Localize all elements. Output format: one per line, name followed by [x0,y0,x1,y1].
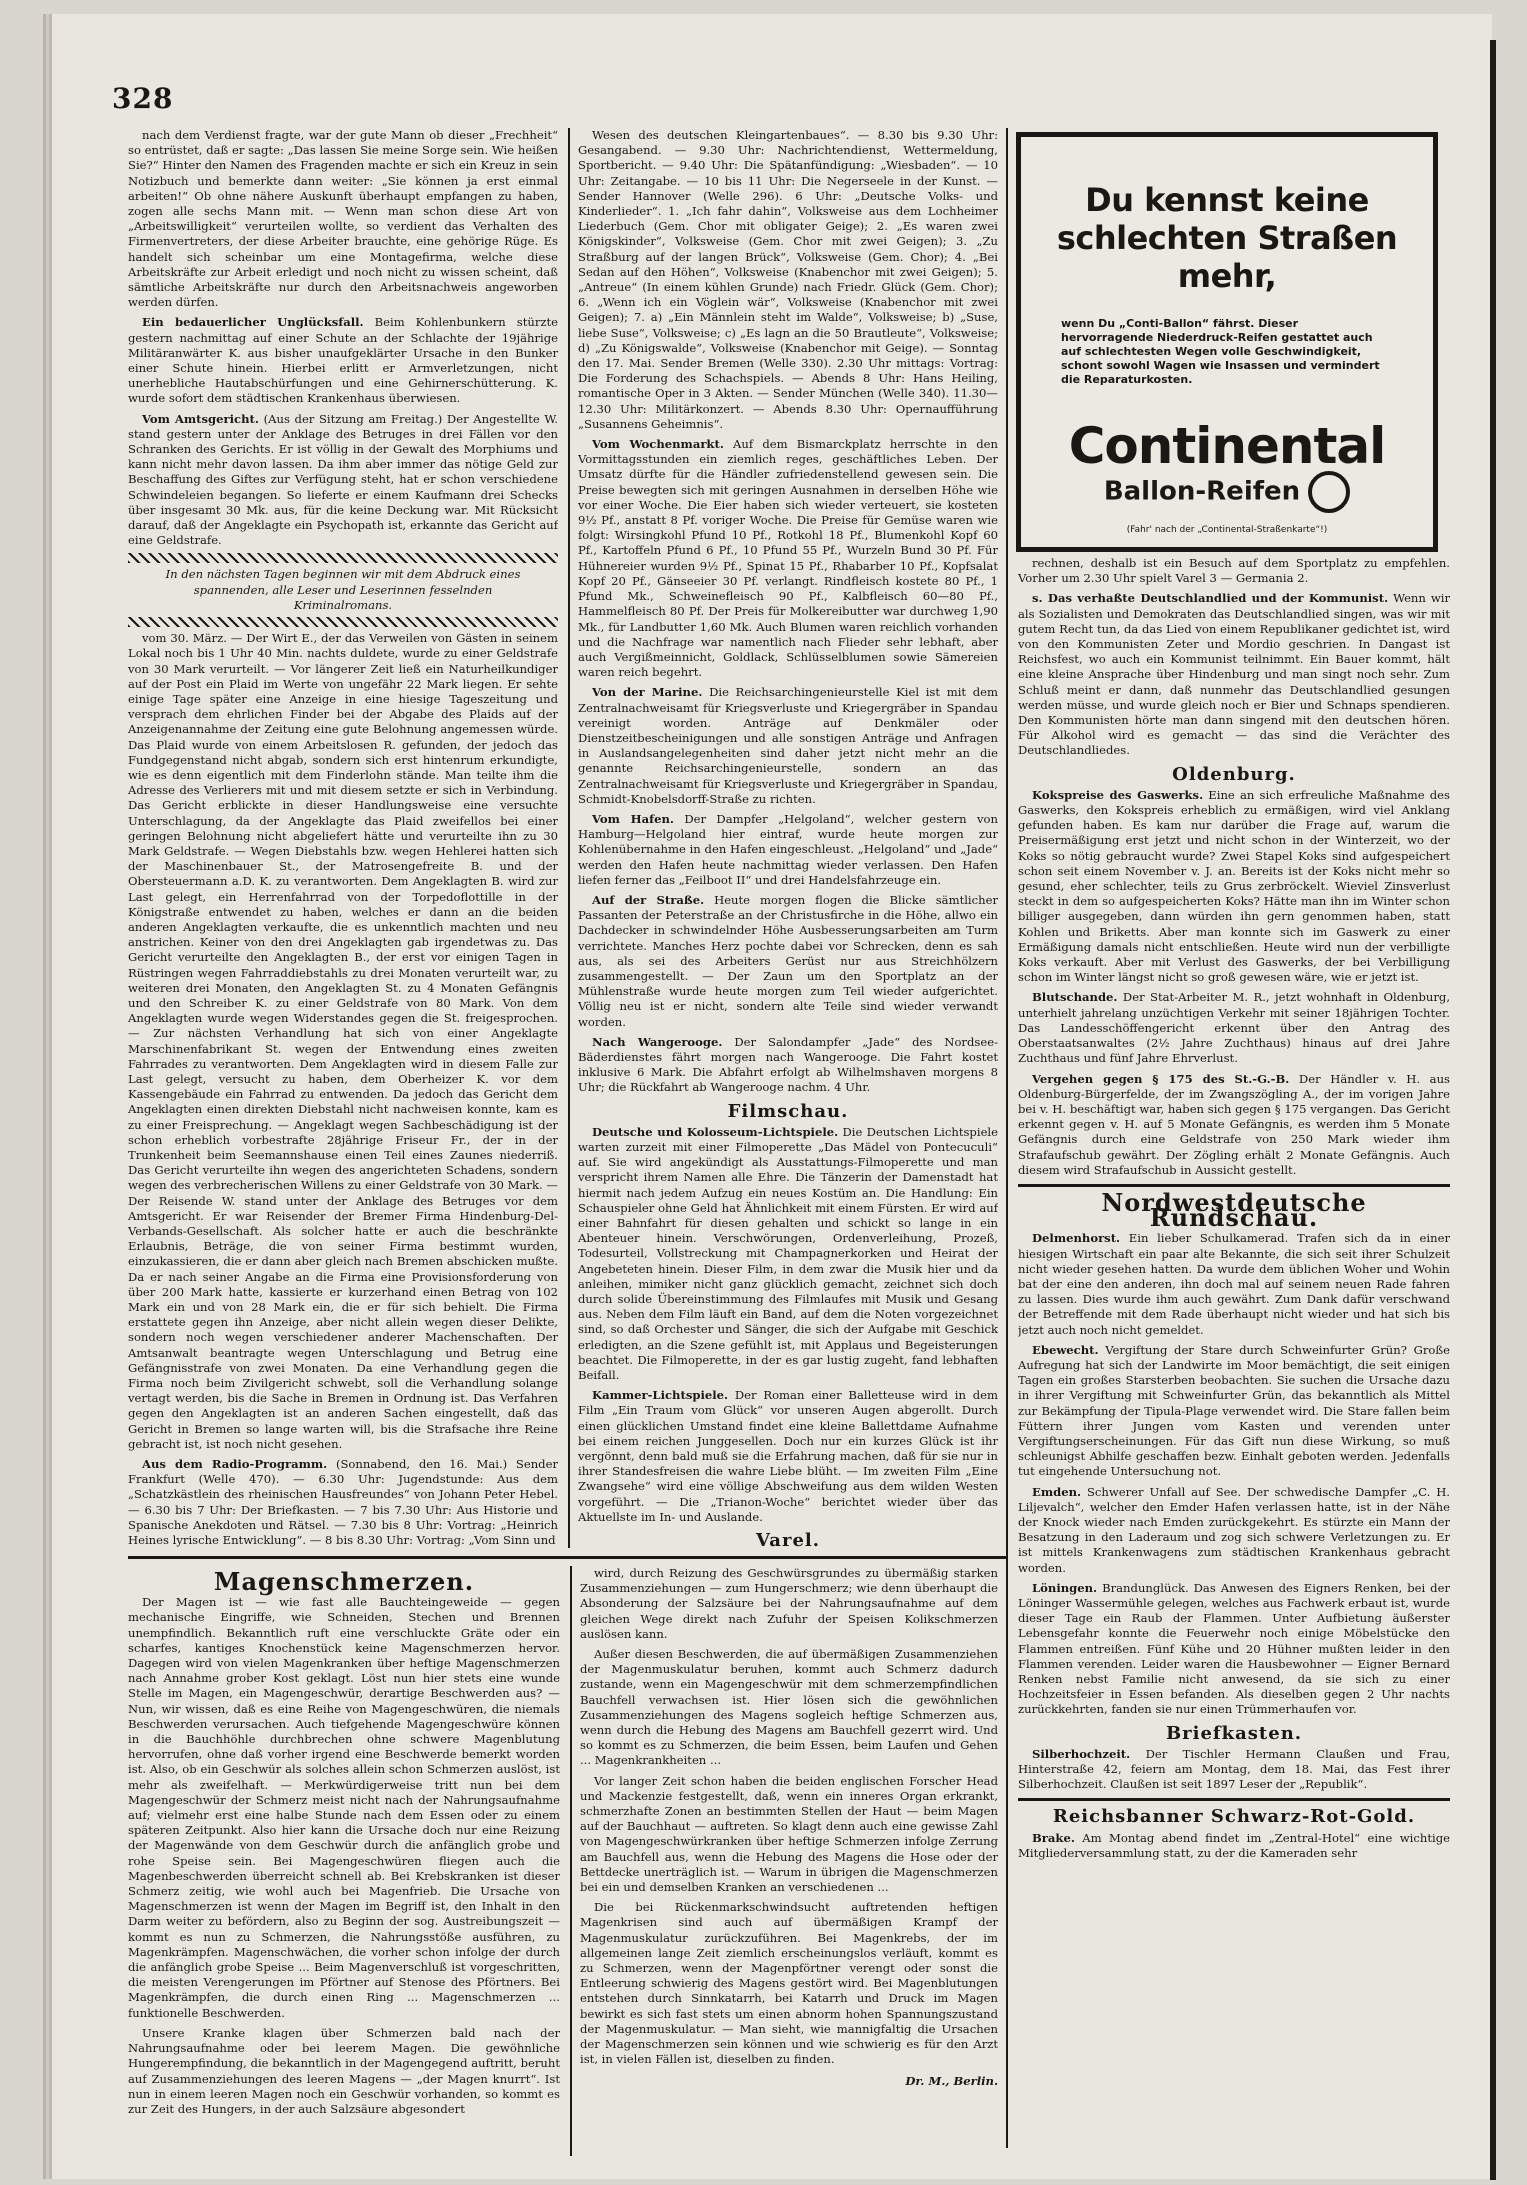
section-heading-reichsbanner: Reichsbanner Schwarz-Rot-Gold. [1052,1806,1416,1828]
article-kicker: Auf der Straße. [592,892,705,907]
article-kicker: Deutsche und Kolosseum-Lichtspiele. [592,1124,839,1139]
oldenburg-articles [1018,788,1450,1178]
divider [1018,1184,1450,1187]
article-paragraph [128,631,558,1452]
column-rule [570,1566,572,2156]
article-kicker: Vom Hafen. [592,811,674,826]
article-text: Der Roman einer Balletteuse wird in dem Film „Ein Traum vom Glück“ vor unseren Augen abgerollt. Durch einen glücklichen Umstand findet eine kleine Ballettdame Aufnahme bei einem reichen Junggesellen. Doch nur ein kurzes Glück ist ihr vergönnt, denn bald muß sie die Erfahrung machen, daß für sie nur in ihrer Standesfreisen die wahre Liebe blüht. — Im zweiten Film „Eine Zwangsehe“ wird eine völlige Abschweifung aus dem wilden Westen vorgeführt. — Die „Trianon-Woche“ berichtet wieder über das Aktuellste im In- und Auslande. [578,1388,998,1524]
section-heading-varel: Varel. [755,1530,821,1548]
article-paragraph: Vor langer Zeit schon haben die beiden englischen Forscher Head und Mackenzie festgestellt, daß, wenn ein inneres Organ erkrankt, schmerzhafte Zonen an bestimmten Stellen der Haut — beim Magen auf der Bauchhaut — auftreten. So klagt denn auch eine gewisse Zahl von Magengeschwürkranken über heftige Schmerzen infolge Zerrung am Bauchfell aus, wenn die Hebung des Magens die Hose oder der Bettdecke unerträglich ist. — Warum in übrigen die Magenschmerzen bei ein und demselben Kranken an verschiedenen ... [580,1773,998,1895]
binding-edge [1490,40,1496,2180]
column-3 [1018,556,1450,2156]
ad-body: wenn Du „Conti-Ballon“ fährst. Dieser hervorragende Niederdruck-Reifen gestattet auch auf schlechtesten Wegen volle Geschwindigkeit, schont sowohl Wagen wie Insassen und vermindert die Reparaturkosten. [1061,317,1380,386]
article-paragraph [1018,1581,1450,1718]
serial-notice: In den nächsten Tagen beginnen wir mit dem Abdruck eines spannenden, alle Leser und Leserinnen fesselnden Kriminalromans. [165,567,521,612]
article-title-magenschmerzen: Magenschmerzen. [213,1567,475,1596]
ad-product-name: Ballon-Reifen [1103,476,1301,507]
article-paragraph [578,437,998,680]
article-paragraph [1018,1343,1450,1480]
divider [1018,1798,1450,1801]
article-paragraph [1018,990,1450,1066]
column-1 [128,128,558,1548]
column-rule [568,128,570,1548]
article-text: Die Reichsarchingenieurstelle Kiel ist mit dem Zentralnachweisamt für Kriegsverluste und Kriegergräber in Spandau vereinigt worden. Anträge auf Denkmäler oder Dienstzeitbescheinigungen und alle sonstigen Anträge und Anfragen in Auslandsangelegenheiten sind daher jetzt nicht mehr an die genannte Reichsarchingenieurstelle, sondern an das Zentralnachweisamt für Kriegsverluste und Kriegergräber in Spandau, Schmidt-Knobelsdorff-Straße zu richten. [578,685,998,806]
article-paragraph [128,128,558,310]
article-kicker: Delmenhorst. [1032,1231,1121,1246]
article-text: Die Deutschen Lichtspiele warten zurzeit mit einer Filmoperette „Das Mädel von Pontecuculi“ auf. Sie wird angekündigt als Ausstattungs-Filmoperette und man verspricht ihrem Namen alle Ehre. Die Tänzerin der Damenstadt hat hiermit nach jedem Aufzug ein neues Kostüm an. Die Handlung: Ein Schauspieler ohne Geld hat Ähnlichkeit mit einem Fürsten. Er wird auf einer Bahnfahrt für diesen gehalten und schickt so lange in ein Abenteuer hinein. Verschwörungen, Ordenverleihung, Prozeß, Todesurteil, Vollstreckung mit Champagnerkorken und Heirat der Angebeteten hinein. Dieser Film, in dem zwar die Musik hier und da anleihen, mimiker nicht ganz glücklich gemacht, zeichnet sich doch durch solide Übereinstimmung des Filmlaufes mit Musik und Gesang aus. Neben dem Film läuft ein Band, auf dem die Noten vorgezeichnet sind, so daß Orchester und Sänger, die sich der Aufgabe mit Geschick erledigten, an die Szene gefühlt ist, mit Applaus und Begeisterungen beachtet. Die Filmoperette, in der es gar lustig zugeht, fand lebhaften Beifall. [578,1124,998,1383]
article-kicker: Ein bedauerlicher Unglücksfall. [142,315,364,330]
article-kicker: Vom Amtsgericht. [142,411,259,426]
article-kicker: Kammer-Lichtspiele. [592,1388,729,1403]
filmschau-articles [578,1125,998,1525]
article-paragraph [578,128,998,432]
section-heading-filmschau: Filmschau. [727,1100,849,1122]
article-kicker: Nach Wangerooge. [592,1034,723,1049]
column-1-articles-lower [128,631,558,1548]
article-paragraph [578,1125,998,1383]
briefkasten-articles [1018,1747,1450,1793]
column-1-articles [128,128,558,548]
section-heading-oldenburg: Oldenburg. [1172,763,1296,785]
section-heading-rundschau: Nordwestdeutsche Rundschau. [1101,1187,1367,1233]
ornament-rule [128,553,558,563]
article-text: Ein lieber Schulkamerad. Trafen sich da in einer hiesigen Wirtschaft ein paar alte Bekannte, die sich seit ihrer Schulzeit nicht wieder gesehen hatten. Da wurde dem üblichen Woher und Wohin bat der eine den anderen, ihn doch mal auf seinem neuen Rade fahren zu lassen. Dies wurde ihm auch gewährt. Zum Dank dafür verschwand der Betreffende mit dem Rade überhaupt nicht wieder und hat sich bis jetzt auch noch nicht gemeldet. [1018,1231,1450,1337]
article-text: Der Stat-Arbeiter M. R., jetzt wohnhaft in Oldenburg, unterhielt jahrelang unzüchtigen Verkehr mit seiner 18jährigen Tochter. Das Landesschöffengericht erkennt über den Antrag des Oberstaatsanwaltes (2½ Jahre Zuchthaus) hinaus auf drei Jahre Zuchthaus und fünf Jahre Ehrverlust. [1018,990,1450,1066]
magen-article-left [128,1566,560,2156]
article-kicker: Silberhochzeit. [1032,1746,1131,1761]
article-paragraph [1018,1747,1450,1793]
article-text: Der Salondampfer „Jade“ des Nordsee-Bäderdienstes fährt morgen nach Wangerooge. Die Fahrt kostet inklusive 6 Mark. Die Abfahrt erfolgt ab Wilhelmshaven morgens 8 Uhr; die Rückfahrt ab Wangerooge nachm. 4 Uhr. [578,1034,998,1095]
article-paragraph [578,685,998,807]
article-paragraph [578,1388,998,1525]
article-author: Dr. M., Berlin. [905,2073,998,2088]
article-text: Schwerer Unfall auf See. Der schwedische Dampfer „C. H. Liljevalch“, welcher den Emder Hafen verlassen hatte, ist in der Nähe der Knock wieder nach Emden zurückgekehrt. Es stürzte ein Mann der Besatzung in den Laderaum und zog sich schwere Verletzungen zu. Er ist mittels Krankenwagens zum städtischen Krankenhaus gebracht worden. [1018,1484,1450,1575]
ad-footer: (Fahr' nach der „Continental-Straßenkarte“!) [1126,525,1328,535]
article-paragraph: Unsere Kranke klagen über Schmerzen bald nach der Nahrungsaufnahme oder bei leerem Magen. Die gewöhnliche Hungerempfindung, die bekanntlich in der Magengegend auftritt, beruht auf Zusammenziehungen des leeren Magens — „der Magen knurrt“. Ist nun in einem leeren Magen noch ein Geschwür vorhanden, so kommt es zur Zeit des Hungers, in der auch Salzsäure abgesondert [128,2025,560,2116]
article-text: Eine an sich erfreuliche Maßnahme des Gaswerks, den Kokspreis erheblich zu ermäßigen, wird viel Anklang gefunden haben. Es kam nur darüber die Frage auf, warum die Preisermäßigung erst jetzt und nicht schon in der Winterzeit, wo der Koks so nötig gebraucht wurde? Zwei Stapel Koks sind aufgespeichert schon seit einem November v. J. an. Bereits ist der Koks nicht mehr so gesund, eher schlechter, teils zu Grus zerbröckelt. Wieviel Zinsverlust steckt in dem so aufgespeicherten Koks? Hätte man ihn im Winter schon billiger ausgegeben, dann würden ihn gern genommen haben, statt Kohlen und Briketts. Aber man konnte sich im Gaswerk zu einer Ermäßigung damals nicht entschließen. Heute wird nun der verbilligte Koks verkauft. Aber mit Verlust des Gaswerks, der bei Verbilligung schon im Winter längst nicht so groß gewesen wäre, wie er jetzt ist. [1018,787,1450,985]
page-number: 328 [112,82,174,115]
article-text: nach dem Verdienst fragte, war der gute Mann ob dieser „Frechheit“ so entrüstet, daß er sagte: „Das lassen Sie meine Sorge sein. Wie heißen Sie?“ Hinter den Namen des Fragenden machte er sich ein Kreuz in sein Notizbuch und bemerkte dann weiter: „Sie können ja erst einmal arbeiten!“ Ob ohne nähere Auskunft überhaupt empfangen zu haben, zogen alle sechs Mann mit. — Wenn man schon diese Art von „Arbeitswilligkeit“ verurteilen wollte, so verdient das Verhalten des Firmenvertreters, der diese Arbeiter brauchte, eine gehörige Rüge. Es handelt sich scheinbar um eine Montagefirma, welche diese Arbeitskräfte zur Arbeit erledigt und noch nicht zu wissen scheint, daß sämtliche Arbeitskräfte nur durch den Arbeitsnachweis angeworben werden dürfen. [128,128,558,310]
article-text: (Sonnabend, den 16. Mai.) Sender Frankfurt (Welle 470). — 6.30 Uhr: Jugendstunde: Aus dem „Schatzkästlein des rheinischen Hausfreundes“ von Johann Peter Hebel. — 6.30 bis 7 Uhr: Der Briefkasten. — 7 bis 7.30 Uhr: Aus Historie und Spanische Anekdoten und Rätsel. — 7.30 bis 8 Uhr: Vortrag: „Heinrich Heines lyrische Entwicklung“. — 8 bis 8.30 Uhr: Vortrag: „Vom Sinn und [128,1457,558,1548]
article-kicker: Ebewecht. [1032,1342,1099,1357]
article-paragraph [578,1035,998,1096]
article-paragraph [1018,1831,1450,1861]
ad-brand-logo: Continental [1068,417,1386,475]
article-kicker: Vom Wochenmarkt. [592,437,724,452]
article-kicker: s. Das verhaßte Deutschlandlied und der Kommunist. [1032,591,1389,606]
section-rule [128,1556,1006,1559]
ornament-rule [128,617,558,627]
column-3-articles [1018,556,1450,759]
article-kicker: Brake. [1032,1830,1075,1845]
tire-logo-icon [1308,471,1350,513]
column-2 [578,128,998,1548]
article-kicker: Aus dem Radio-Programm. [142,1457,328,1472]
rundschau-articles [1018,1231,1450,1717]
article-text: Wenn wir als Sozialisten und Demokraten das Deutschlandlied singen, was wir mit gutem Recht tun, da das Lied von einem Republikaner gedichtet ist, wird von den Kommunisten Zeter und Mordio geschrien. In Dangast ist Reichsfest, wo auch ein Kommunist teilnimmt. Ein Bauer kommt, hält eine kleine Ansprache über Hindenburg und man singt noch sehr. Zum Schluß meint er dann, daß nunmehr das Deutschlandlied gesungen werden müsse, und wurde gleich noch er Bier und Schnaps spendieren. Den Kommunisten hörte man dann singend mit den deutschen hören. Für Alkohol wird es gemacht — das sind die Verächter des Deutschlandliedes. [1018,591,1450,758]
article-paragraph [1018,556,1450,586]
article-text: Beim Kohlenbunkern stürzte gestern nachmittag auf einer Schute an der Schlachte der 19jährige Militäranwärter K. aus bisher unaufgeklärter Ursache in den Bunker einer Schute hinein. Hierbei erlitt er Armverletzungen, nicht unerhebliche Hautabschürfungen und eine Gehirnerschütterung. K. wurde sofort dem städtischen Krankenhaus überwiesen. [128,315,558,406]
article-paragraph: Der Magen ist — wie fast alle Bauchteingeweide — gegen mechanische Eingriffe, wie Schneiden, Stechen und Brennen unempfindlich. Bekanntlich ruft eine verschluckte Gräte oder ein scharfes, kantiges Knochenstück keine Magenschmerzen hervor. Dagegen wird von vielen Magenkranken über heftige Magenschmerzen nach Annahme grober Kost geklagt. Löst nun hier stets eine wunde Stelle im Magen, ein Magengeschwür, derartige Beschwerden aus? — Nun, wir wissen, daß es eine Reihe von Magengeschwüren, die niemals Beschwerden verursachen. Auch tiefgehende Magengeschwüre können in die Bauchhöhle durchbrechen ohne schwere Magenblutung hervorrufen, ohne daß vorher irgend eine Beschwerde bemerkt worden ist. Also, ob ein Geschwür als solches allein schon Schmerzen auslöst, ist mehr als zweifelhaft. — Merkwürdigerweise tritt nun bei dem Magengeschwür der Schmerz meist nicht nach der Nahrungsaufnahme auf; vielmehr erst eine halbe Stunde nach dem Essen oder zu einem späteren Zeitpunkt. Also hier kann die Ursache doch nur eine Reizung der Magenwände von dem Geschwür durch die anfänglich grobe und rohe Speise sein. Bei Magengeschwüren fliegen auch die Magenbeschwerden überreicht schnell ab. Bei Krebskranken ist dieser Schmerz zeitig, wie wohl auch bei Magenfrieb. Die Ursache von Magenschmerzen ist wenn der Magen im Begriff ist, den Inhalt in den Darm weiter zu befördern, also zu Beginn der sog. Austreibungszeit — kommt es nun zu Schmerzen, die Nahrungsstöße ausführen, zu Magenkrämpfen. Magenschwächen, die vorher schon infolge der durch die anfänglich grobe Speise ... Beim Magenverschluß ist vorgeschritten, die meisten Verengerungen im Pförtner auf Stenose des Pförtners. Bei Magenkrämpfen, die durch einen Ring ... Magenschmerzen ... funktionelle Beschwerden. [128,1595,560,2020]
article-text: Wesen des deutschen Kleingartenbaues“. — 8.30 bis 9.30 Uhr: Gesangabend. — 9.30 Uhr: Nachrichtendienst, Wettermeldung, Sportbericht. — 9.40 Uhr: Die Spätanfündigung: „Wiesbaden“. — 10 Uhr: Zeitangabe. — 10 bis 11 Uhr: Die Negerseele in der Kunst. — Sender Hannover (Welle 296). 6 Uhr: „Deutsche Volks- und Kinderlieder“. 1. „Ich fahr dahin“, Volksweise aus dem Lochheimer Liederbuch (Gem. Chor mit obligater Geige); 2. „Es waren zwei Königskinder“, Volksweise (Gem. Chor mit zwei Geigen); 3. „Zu Straßburg auf der langen Brück“, Volksweise (Gem. Chor); 4. „Bei Sedan auf den Höhen“, Volksweise (Knabenchor mit zwei Geigen); 5. „Antreue“ (In einem kühlen Grunde) nach Friedr. Glück (Gem. Chor); 6. „Wenn ich ein Vöglein wär“, Volksweise (Knabenchor mit zwei Geigen); 7. a) „Ein Männlein steht im Walde“, Volksweise; b) „Suse, liebe Suse“, Volksweise; c) „Es lagn an die 50 Brautleute“, Volksweise; d) „Zu Königswalde“, Volksweise (Knabenchor mit Geige). — Sonntag den 17. Mai. Sender Bremen (Welle 330). 2.30 Uhr mittags: Vortrag: Die Forderung des Schachspiels. — Abends 8 Uhr: Hans Heiling, romantische Oper in 3 Akten. — Sender München (Welle 340). 11.30—12.30 Uhr: Militärkonzert. — Abends 8.30 Uhr: Opernaufführung „Susannens Geheimnis“. [578,128,998,431]
article-text: (Aus der Sitzung am Freitag.) Der Angestellte W. stand gestern unter der Anklage des Betruges in drei Fällen vor den Schranken des Gerichts. Er ist völlig in der Gewalt des Morphiums und kann nicht mehr davon lassen. Da ihm aber immer das nötige Geld zur Beschaffung des Giftes zur Verfügung steht, hat er schon verschiedene Schwindeleien begangen. So lieferte er einem Kaufmann drei Schecks über insgesamt 30 Mk. aus, für die keine Deckung war. Mit Rücksicht darauf, daß der Angeklagte ein Psychopath ist, erkannte das Gericht auf eine Geldstrafe. [128,411,558,548]
article-text: Der Tischler Hermann Claußen und Frau, Hinterstraße 42, feiern am Montag, dem 18. Mai, das Fest ihrer Silberhochzeit. Claußen ist seit 1897 Leser der „Republik“. [1018,1746,1450,1792]
article-paragraph: Außer diesen Beschwerden, die auf übermäßigen Zusammenziehen der Magenmuskulatur beruhen, kommt auch Schmerz dadurch zustande, wenn ein Magengeschwür mit dem schmerzempfindlichen Bauchfell verwachsen ist. Hier lösen sich die gewöhnlichen Zusammenziehungen des Magens sogleich heftige Schmerzen aus, wenn durch die Hebung des Magens am Bauchfell gezerrt wird. Und so kommt es zu Schmerzen, die beim Essen, beim Laufen und Gehen ... Magenkrankheiten ... [580,1647,998,1768]
article-text: Vergiftung der Stare durch Schweinfurter Grün? Große Aufregung hat sich der Landwirte im Moor bemächtigt, die seit einigen Tagen ein großes Starsterben beobachten. Sie suchen die Ursache dazu in ihrer Vergiftung mit Schweinfurter Grün, das bekanntlich als Mittel zur Bekämpfung der Tipula-Plage verwendet wird. Die Stare fallen beim Füttern ihrer Jungen vom Kasten und verenden unter Vergiftungserscheinungen. Für das Gift nun diese Wirkung, so muß schleunigst Abhilfe geschaffen bezw. Einhalt geboten werden. Jedenfalls tut eingehende Untersuchung not. [1018,1342,1450,1479]
article-paragraph [578,893,998,1030]
reichsbanner-articles [1018,1831,1450,1861]
article-kicker: Von der Marine. [592,685,703,700]
article-text: Der Dampfer „Helgoland“, welcher gestern von Hamburg—Helgoland hier eintraf, wurde heute morgen zur Kohlenübernahme in den Hafen eingeschleust. „Helgoland“ und „Jade“ werden den Hafen heute nachmittag wieder verlassen. Den Hafen liefen ferner das „Feilboot II“ und drei Handelsfahrzeuge ein. [578,811,998,887]
article-paragraph [128,315,558,406]
article-paragraph [1018,591,1450,758]
article-paragraph [128,1457,558,1548]
article-paragraph [1018,1072,1450,1178]
article-text: Brandunglück. Das Anwesen des Eigners Renken, bei der Löninger Wassermühle gelegen, welches aus Fachwerk erbaut ist, wurde dieser Tage ein Raub der Flammen. Unter Aufbietung äußerster Lebensgefahr konnte die Feuerwehr noch einige Möbelstücke den Flammen entreißen. Fünf Kühe und 20 Hühner mußten leider in den Flammen verenden. Leider waren die Hausbewohner — Eigner Bernard Renken nebst Familie nicht anwesend, da sie sich zu einer Hochzeitsfeier in Essen befanden. Als dieselben gegen 2 Uhr nachts zurückkehrten, fanden sie nur einen Trümmerhaufen vor. [1018,1580,1450,1717]
article-paragraph [128,412,558,549]
article-kicker: Blutschande. [1032,990,1118,1005]
ad-product [1021,471,1433,513]
section-heading-briefkasten: Briefkasten. [1165,1722,1303,1744]
article-text: Am Montag abend findet im „Zentral-Hotel“ eine wichtige Mitgliederversammlung statt, zu der die Kameraden sehr [1018,1830,1450,1860]
article-kicker: Vergehen gegen § 175 des St.-G.-B. [1032,1071,1290,1086]
article-text: rechnen, deshalb ist ein Besuch auf dem Sportplatz zu empfehlen. Vorher um 2.30 Uhr spielt Varel 3 — Germania 2. [1018,556,1450,586]
article-kicker: Löningen. [1032,1580,1098,1595]
article-paragraph [578,812,998,888]
article-text: vom 30. März. — Der Wirt E., der das Verweilen von Gästen in seinem Lokal noch bis 1 Uhr 40 Min. nachts duldete, wurde zu einer Geldstrafe von 30 Mark verurteilt. — Vor längerer Zeit ließ ein Naturheilkundiger auf der Post ein Plaid im Werte von ungefähr 22 Mark liegen. Er sehte einige Tage später eine Anzeige in eine hiesige Tageszeitung und versprach dem ehrlichen Finder bei der Abgabe des Plaids auf der Anzeigenannahme der Zeitung eine gute Belohnung angemessen würde. Das Plaid wurde von einem Arbeitslosen R. gefunden, der jedoch das Fundgegenstand nicht abgab, sondern sich erst hintenrum erkundigte, wie es denn eigentlich mit dem Finderlohn stände. Man teilte ihm die Adresse des Verlierers mit und mit diesem setzte er sich in Verbindung. Das Gericht erblickte in dieser Handlungsweise eine versuchte Unterschlagung, da der Angeklagte das Plaid zweifellos bei einer geringen Belohnung nicht abgeliefert hätte und verurteilte ihn zu 30 Mark Geldstrafe. — Wegen Diebstahls bzw. wegen Hehlerei hatten sich der Maschinenbauer St., der Matrosengefreite B. und der Obersteuermann a.D. K. zu verantworten. Dem Angeklagten B. wird zur Last gelegt, ein Herrenfahrrad von der Torpedoflottille in der Königstraße entwendet zu haben, welches er dann an die beiden anderen Angeklagten verkaufte, die es unkenntlich machten und neu anstrichen. Keiner von den drei Angeklagten gab irgendetwas zu. Das Gericht verurteilte den Angeklagten B., der erst vor einigen Tagen in Rüstringen wegen Fahrraddiebstahls zu drei Monaten verurteilt war, zu weiteren drei Monaten, den Angeklagten St. zu 4 Monaten Gefängnis und den Schreiber K. zu einer Geldstrafe von 80 Mark. Von dem Angeklagten wurde wegen Widerstandes gegen die St. freigesprochen. — Zur nächsten Verhandlung hat sich von einer Angeklagte Marschinenfabrikant St. wegen der Entwendung eines zweiten Fahrrades zu verantworten. Dem Angeklagten wird in diesem Falle zur Last gelegt, versucht zu haben, dem Oberheizer K. vor dem Kassengebäude ein Fahrrad zu entwenden. Da jedoch das Gericht dem Angeklagten einen direkten Diebstahl nicht nachweisen konnte, kam es zu einer Freisprechung. — Angeklagt wegen Sachbeschädigung ist der schon erheblich vorbestrafte 28jährige Friseur Fr., der in der Trunkenheit beim Seemannshause einen Teil eines Zaunes niederriß. Das Gericht verurteilte ihn wegen des angerichteten Schadens, sondern wegen des verbrecherischen Willens zu einer Geldstrafe von 30 Mark. — Der Reisende W. stand unter der Anklage des Betruges vor dem Amtsgericht. Er war Reisender der Bremer Firma Hindenburg-Del-Verbands-Gesellschaft. Als solcher hatte er auch die beschränkte Erlaubnis, Beträge, die von seiner Firma bestimmt wurden, einzukassieren, die er dann aber gleich nach Bremen abschicken mußte. Da er nach seiner Angabe an die Firma eine Provisionsforderung von über 200 Mark hatte, kassierte er kurzerhand einen Betrag von 102 Mark ein und von 28 Mark ein, die er für sich behielt. Die Firma erstattete gegen ihn Anzeige, aber nicht allein wegen dieser Delikte, sondern noch wegen verschiedener anderer Machenschaften. Der Amtsanwalt beantragte wegen Unterschlagung und Betrug eine Gefängnisstrafe von zwei Monaten. Da eine Verhandlung gegen die Firma noch beim Zivilgericht schwebt, soll die Verhandlung solange vertagt werden, bis die Sache in Bremen in Ordnung ist. Das Verfahren gegen den Angeklagten ist an anderen Sachen eingestellt, daß das Gericht in Bremen so lange warten will, bis die Strafsache ihre Reine gebracht ist, ist noch nicht gesehen. [128,631,558,1451]
article-paragraph: Die bei Rückenmarkschwindsucht auftretenden heftigen Magenkrisen sind auch auf übermäßigen Krampf der Magenmuskulatur zurückzuführen. Bei Magenkrebs, der im allgemeinen lange Zeit ziemlich erscheinungslos verläuft, kommt es zu Schmerzen, wenn der Magenpförtner verengt oder sonst die Entleerung schwierig des Magens gestört wird. Bei Magenblutungen entstehen durch Sinnkatarrh, bei Katarrh und Druck im Magen bewirkt es sich fast stets um einen abnorm hohen Spannungszustand der Magenmuskulatur. — Man sieht, wie mannigfaltig die Ursachen der Magenschmerzen sein können und wie schwierig es für den Arzt ist, in vielen Fällen ist, dieselben zu finden. [580,1900,998,2067]
article-paragraph: wird, durch Reizung des Geschwürsgrundes zu übermäßig starken Zusammenziehungen — zum Hungerschmerz; wie denn überhaupt die Absonderung der Salzsäure bei der Nahrungsaufnahme auf dem gleichen Wege direkt nach Zufuhr der Speisen Kolikschmerzen auslösen kann. [580,1566,998,1641]
article-kicker: Kokspreise des Gaswerks. [1032,787,1204,802]
ad-headline: Du kennst keine schlechten Straßen mehr, [1056,181,1398,295]
article-text: Heute morgen flogen die Blicke sämtlicher Passanten der Peterstraße an der Christusfirche in die Höhe, allwo ein Dachdecker in schwindelnder Höhe Ausbesserungsarbeiten am Turm verrichtete. Manches Herz pochte dabei vor Schrecken, denn es sah aus, als sei des Arbeiters Gerüst nur aus Streichhölzern zusammengestellt. — Der Zaun um den Sportplatz an der Mühlenstraße wurde heute morgen zum Teil wieder aufgerichtet. Völlig neu ist er nicht, sondern alte Teile sind wieder verwandt worden. [578,892,998,1029]
article-text: Auf dem Bismarckplatz herrschte in den Vormittagsstunden ein ziemlich reges, geschäftliches Leben. Der Umsatz dürfte für die Händler zufriedenstellend gewesen sein. Die Preise bewegten sich mit geringen Ausnahmen in derselben Höhe wie vor einer Woche. Die Eier haben sich wieder verteuert, sie kosteten 9½ Pf., anstatt 8 Pf. voriger Woche. Die Preise für Gemüse waren wie folgt: Wirsingkohl Pfund 10 Pf., Rotkohl 18 Pf., Blumenkohl Kopf 60 Pf., Kartoffeln Pfund 6 Pf., 10 Pfund 55 Pf., Wurzeln Bund 30 Pf. Für Hühnereier wurden 9½ Pf., Spinat 15 Pf., Rhabarber 10 Pf., Kopfsalat Kopf 20 Pf., Gänseeier 30 Pf. verlangt. Rindfleisch kostete 80 Pf., 1 Pfund Mk., Schweinefleisch 90 Pf., Kalbfleisch 60—80 Pf., Hammelfleisch 80 Pf. Der Preis für Molkereibutter war durchweg 1,90 Mk., für Landbutter 1,60 Mk. Auch Blumen waren reichlich vorhanden und die Nachfrage war namentlich nach Flieder sehr lebhaft, aber auch Vergißmeinnicht, Goldlack, Schlüsselblumen sowie Sämereien waren reich begehrt. [578,437,998,680]
article-paragraph [1018,1231,1450,1337]
column-rule [1006,128,1008,2148]
continental-advertisement [1016,132,1438,552]
article-paragraph [1018,788,1450,986]
article-paragraph [1018,1485,1450,1576]
magen-article-right [580,1566,998,2156]
article-text: Der Händler v. H. aus Oldenburg-Bürgerfelde, der im Zwangszögling A., der im vorigen Jahre bei v. H. beschäftigt war, haben sich gegen § 175 vergangen. Das Gericht erkennt gegen v. H. auf 5 Monate Gefängnis, es werden ihm 5 Monate Gefängnis durch eine Geldstrafe von 250 Mark wieder ihm Strafaufschub gewährt. Der Zögling erhält 2 Monate Gefängnis. Auch diesem wird Strafaufschub in Aussicht gestellt. [1018,1071,1450,1177]
article-kicker: Emden. [1032,1484,1082,1499]
column-2-articles [578,128,998,1096]
